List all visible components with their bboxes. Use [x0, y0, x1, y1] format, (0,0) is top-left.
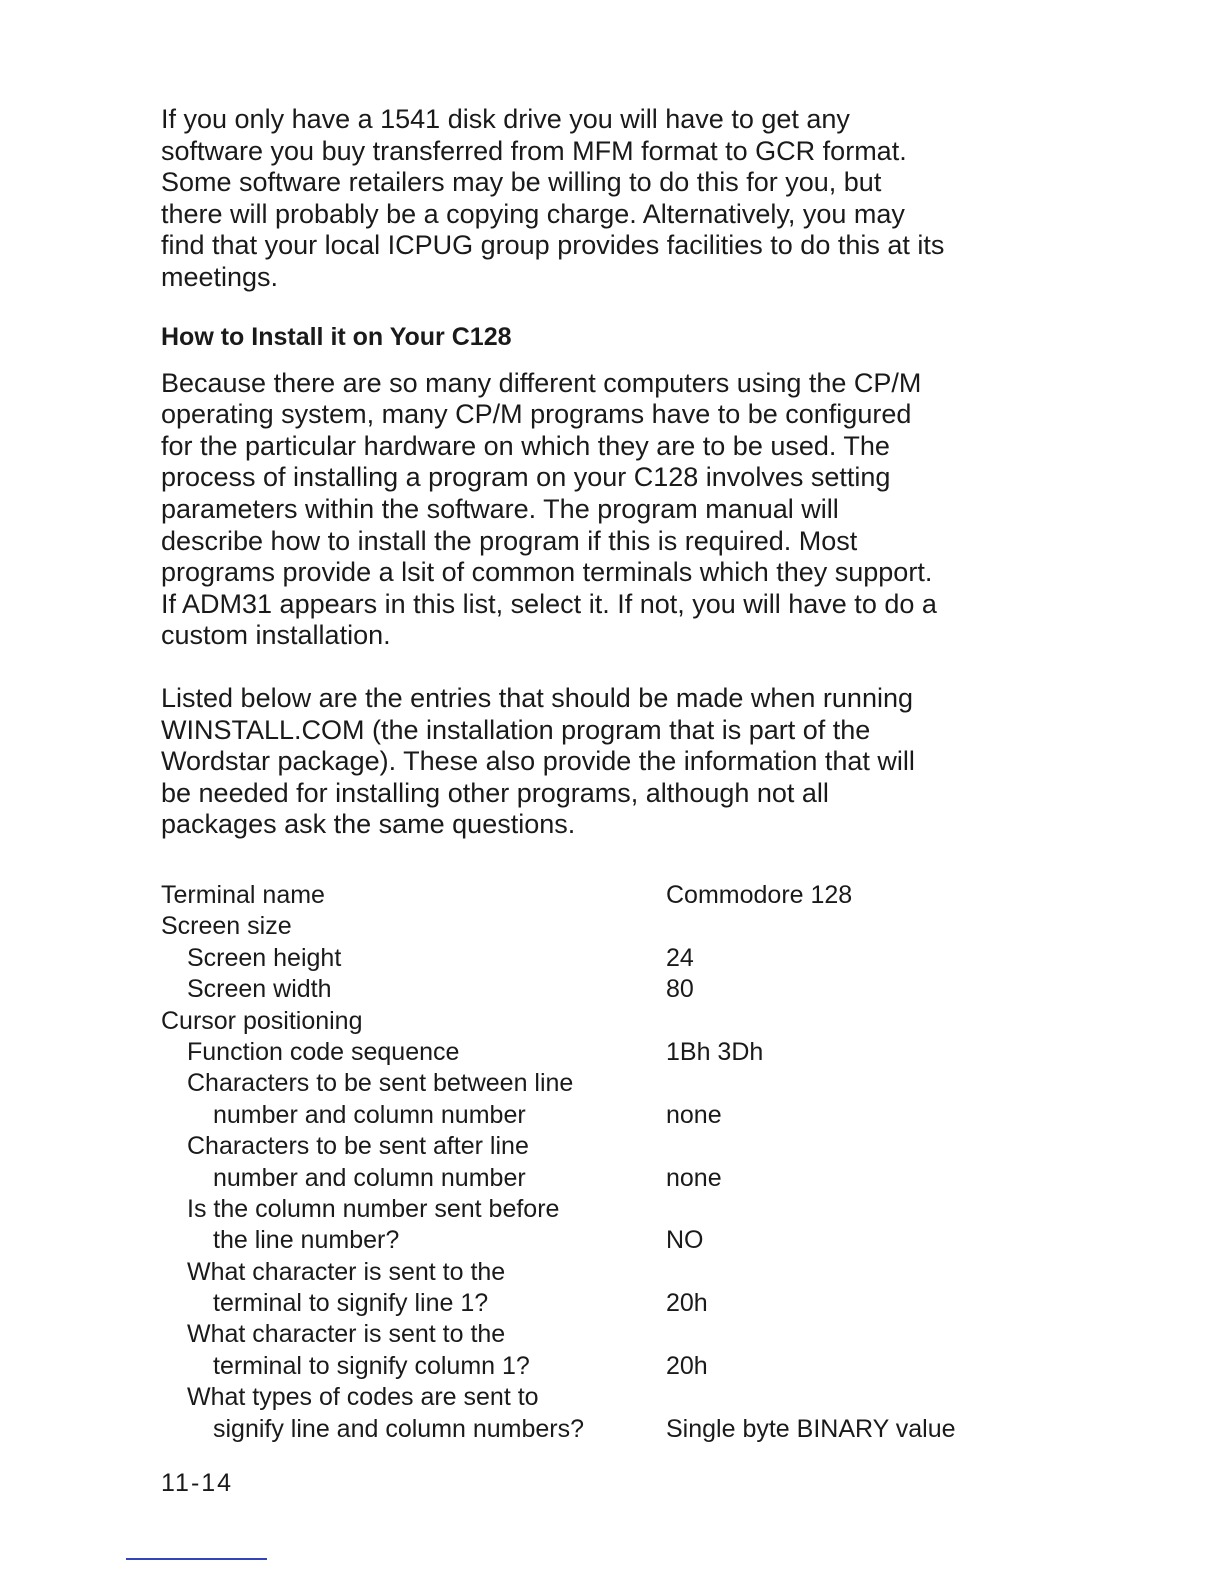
setting-value: 20h: [666, 1289, 708, 1318]
settings-row: [161, 1100, 1041, 1131]
setting-label: What character is sent to the: [187, 1320, 506, 1349]
install-line: Because there are so many different computers using the CP/M: [161, 367, 922, 398]
setting-label: Screen size: [161, 912, 292, 941]
setting-label: Terminal name: [161, 881, 325, 909]
install-line: describe how to install the program if this is required. Most: [161, 525, 858, 556]
footer-rule: [126, 1558, 267, 1560]
listing-line: Listed below are the entries that should be made when running: [161, 682, 913, 713]
setting-value: 1Bh 3Dh: [666, 1037, 764, 1066]
setting-label: What character is sent to the: [187, 1257, 506, 1286]
setting-label: What types of codes are sent to: [187, 1383, 539, 1412]
setting-label: Function code sequence: [187, 1037, 460, 1066]
settings-row: [161, 1351, 1041, 1382]
install-line: parameters within the software. The program manual will: [161, 493, 839, 524]
settings-row: [161, 943, 1041, 974]
intro-line: there will probably be a copying charge. Alternatively, you may: [161, 198, 905, 229]
setting-label: terminal to signify column 1?: [213, 1351, 530, 1380]
listing-line: be needed for installing other programs, although not all: [161, 777, 829, 808]
setting-label: Characters to be sent between line: [187, 1069, 574, 1098]
setting-label: number and column number: [213, 1100, 526, 1129]
install-line: If ADM31 appears in this list, select it. If not, you will have to do a: [161, 588, 937, 619]
setting-label: Screen height: [187, 943, 342, 972]
setting-label: Cursor positioning: [161, 1006, 363, 1035]
settings-row: [161, 1068, 1041, 1099]
intro-line: software you buy transferred from MFM format to GCR format.: [161, 135, 907, 166]
install-line: operating system, many CP/M programs have to be configured: [161, 399, 912, 430]
setting-value: NO: [666, 1226, 704, 1255]
settings-row: [161, 880, 1041, 911]
setting-label: terminal to signify line 1?: [213, 1289, 489, 1318]
page-number: 11-14: [161, 1469, 234, 1497]
settings-row: [161, 1131, 1041, 1162]
intro-paragraph: [161, 104, 1041, 294]
settings-row: [161, 1257, 1041, 1288]
setting-value: none: [666, 1163, 722, 1192]
setting-value: Commodore 128: [666, 881, 853, 909]
setting-label: Characters to be sent after line: [187, 1132, 529, 1161]
settings-row: [161, 1194, 1041, 1225]
listing-line: Wordstar package). These also provide the information that will: [161, 746, 915, 777]
settings-row: [161, 1288, 1041, 1319]
setting-label: Screen width: [187, 975, 332, 1004]
intro-line: Some software retailers may be willing to do this for you, but: [161, 167, 882, 198]
install-line: for the particular hardware on which they are to be used. The: [161, 430, 890, 461]
settings-row: [161, 1225, 1041, 1256]
page-body: [161, 104, 1041, 841]
install-line: custom installation.: [161, 620, 391, 651]
listing-line: packages ask the same questions.: [161, 809, 576, 840]
settings-row: [161, 974, 1041, 1005]
intro-line: find that your local ICPUG group provides facilities to do this at its: [161, 230, 945, 261]
install-line: programs provide a lsit of common terminals which they support.: [161, 557, 933, 588]
settings-row: [161, 1163, 1041, 1194]
settings-row: [161, 911, 1041, 942]
intro-line: meetings.: [161, 261, 279, 292]
listing-line: WINSTALL.COM (the installation program that is part of the: [161, 714, 871, 745]
settings-row: [161, 1006, 1041, 1037]
setting-label: Is the column number sent before: [187, 1194, 560, 1223]
terminal-settings-table: [161, 880, 1041, 1445]
setting-value: 20h: [666, 1351, 708, 1380]
setting-value: 24: [666, 943, 694, 972]
intro-line: If you only have a 1541 disk drive you will have to get any: [161, 104, 850, 134]
setting-value: 80: [666, 975, 694, 1004]
setting-value: Single byte BINARY value: [666, 1414, 956, 1443]
setting-label: number and column number: [213, 1163, 526, 1192]
setting-value: none: [666, 1100, 722, 1129]
setting-label: signify line and column numbers?: [213, 1414, 585, 1443]
section-heading: How to Install it on Your C128: [161, 322, 512, 351]
install-line: process of installing a program on your C128 involves setting: [161, 462, 891, 493]
setting-label: the line number?: [213, 1226, 400, 1255]
settings-row: [161, 1382, 1041, 1413]
install-paragraph: [161, 368, 1041, 652]
settings-row: [161, 1037, 1041, 1068]
settings-row: [161, 1414, 1041, 1445]
listing-paragraph: [161, 683, 1041, 841]
settings-row: [161, 1319, 1041, 1350]
